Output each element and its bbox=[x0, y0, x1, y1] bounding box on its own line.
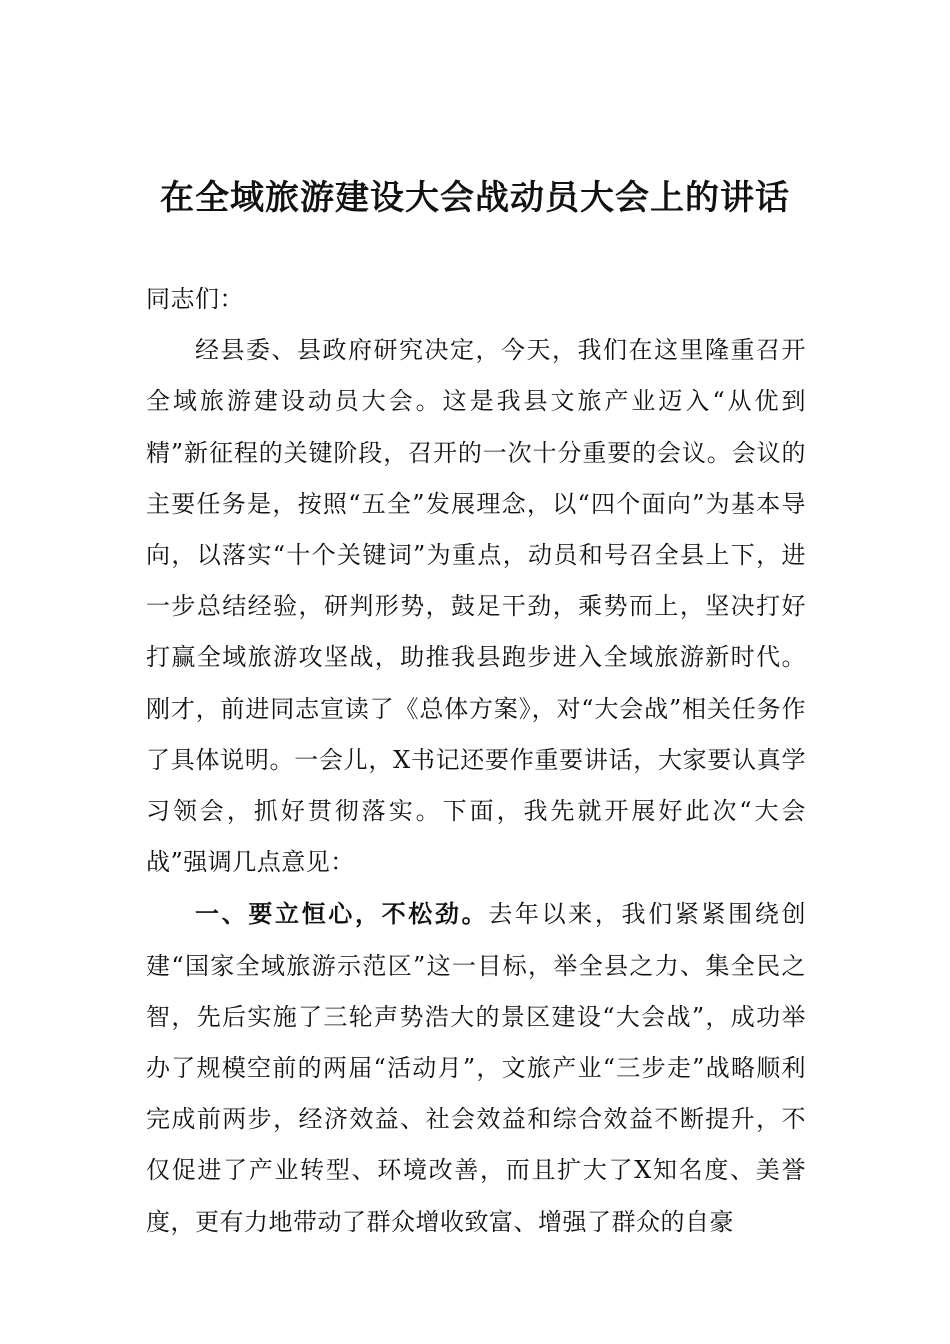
paragraph-section-1 bbox=[146, 888, 806, 1247]
paragraph-text: 经县委、县政府研究决定，今天，我们在这里隆重召开全域旅游建设动员大会。这是我县文旅产业迈入“从优到精”新征程的关键阶段，召开的一次十分重要的会议。会议的主要任务是，按照“五全”发展理念，以“四个面向”为基本导向，以落实“十个关键词”为重点，动员和号召全县上下，进一步总结经验，研判形势，鼓足干劲，乘势而上，坚决打好打赢全域旅游攻坚战，助推我县跑步进入全域旅游新时代。刚才，前进同志宣读了《总体方案》，对“大会战”相关任务作了具体说明。一会儿，X书记还要作重要讲话，大家要认真学习领会，抓好贯彻落实。下面，我先就开展好此次“大会战”强调几点意见： bbox=[146, 336, 806, 877]
document-title: 在全域旅游建设大会战动员大会上的讲话 bbox=[160, 178, 790, 218]
paragraph-intro bbox=[146, 325, 806, 888]
document-body bbox=[146, 274, 806, 1248]
paragraph-text: 去年以来，我们紧紧围绕创建“国家全域旅游示范区”这一目标，举全县之力、集全民之智，先后实施了三轮声势浩大的景区建设“大会战”，成功举办了规模空前的两届“活动月”，文旅产业“三步走”战略顺利完成前两步，经济效益、社会效益和综合效益不断提升，不仅促进了产业转型、环境改善，而且扩大了X知名度、美誉度，更有力地带动了群众增收致富、增强了群众的自豪 bbox=[146, 900, 806, 1236]
section-heading: 一、要立恒心，不松劲。 bbox=[195, 899, 489, 929]
salutation: 同志们： bbox=[146, 285, 244, 313]
